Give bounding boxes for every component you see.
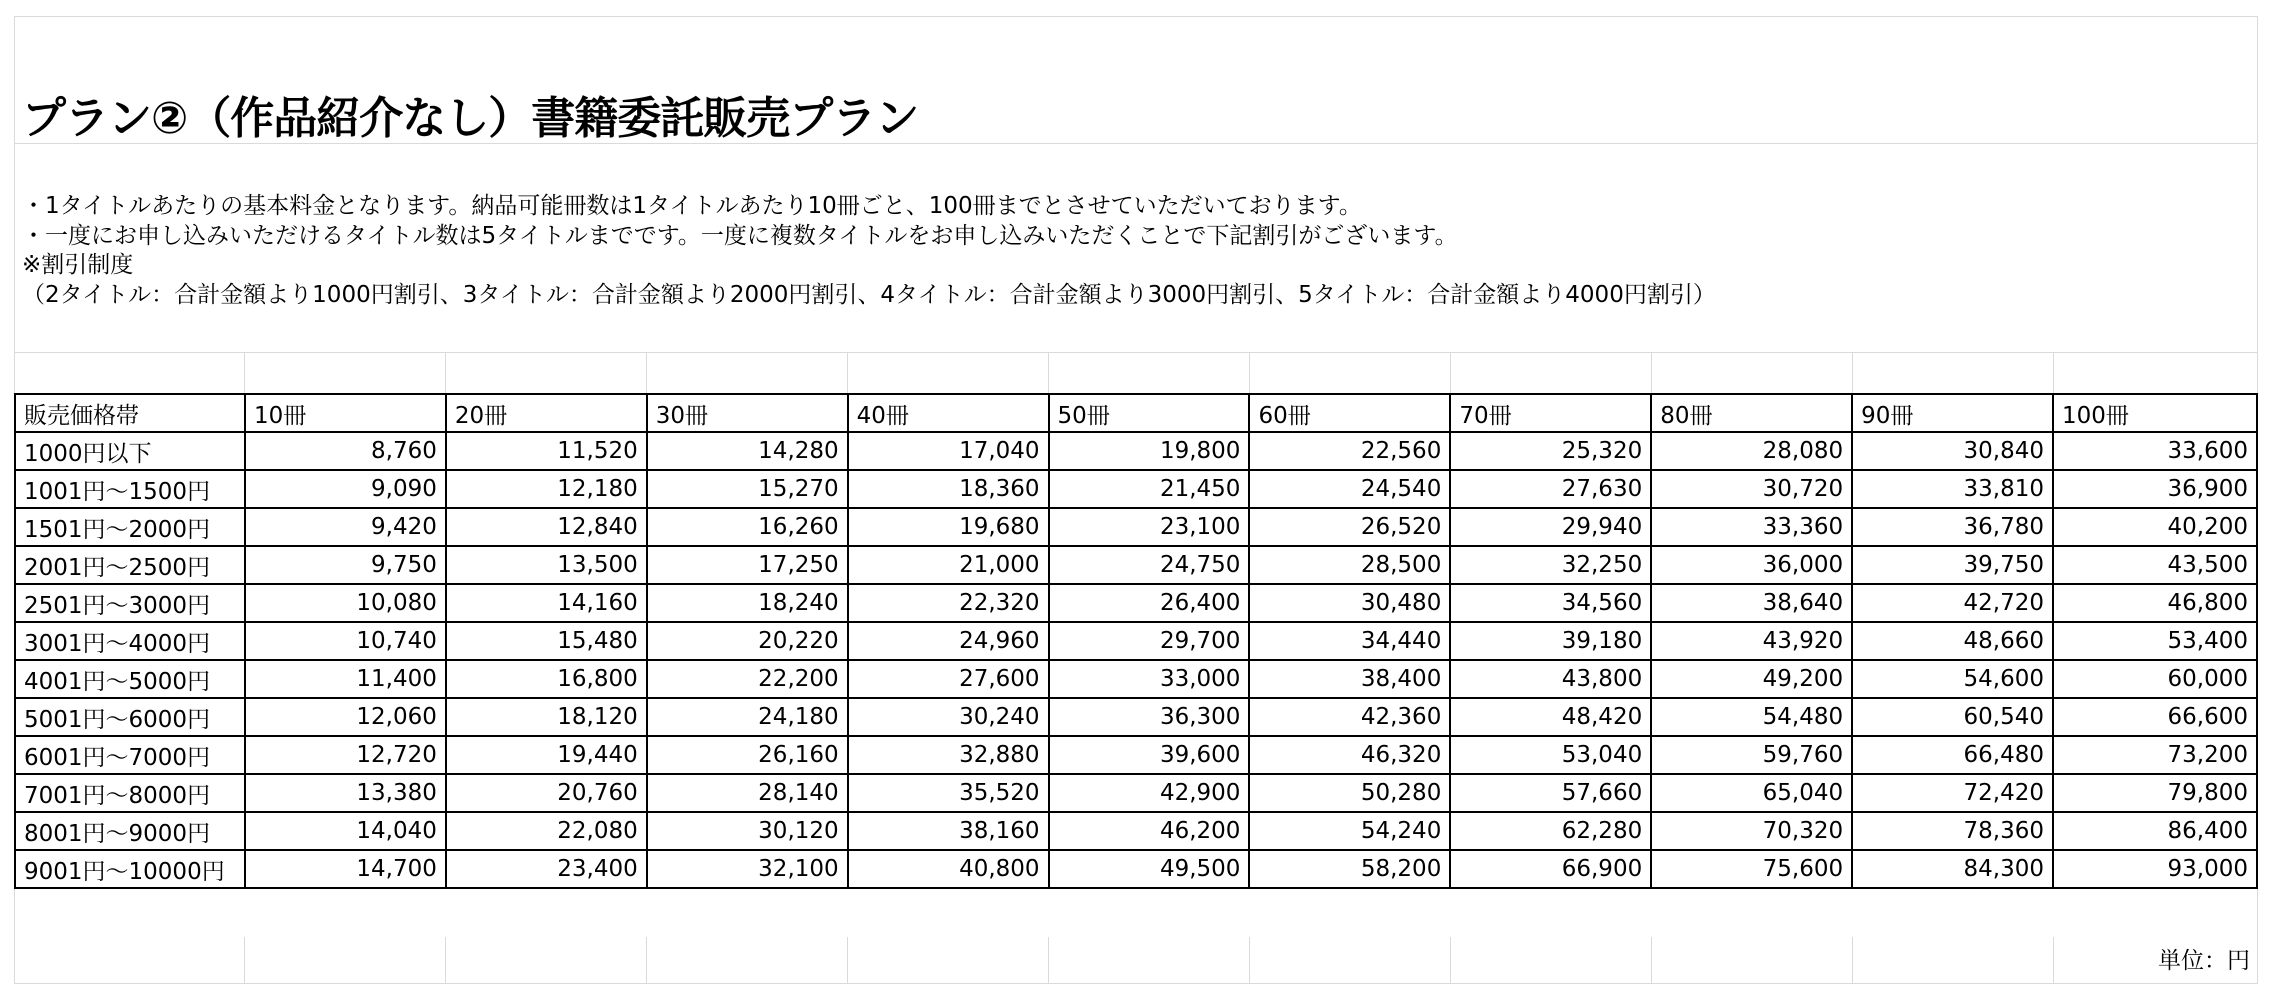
table-row <box>15 584 2257 622</box>
fee-cell[interactable]: 30,240 <box>848 698 1049 736</box>
fee-cell[interactable]: 19,440 <box>446 736 647 774</box>
fee-cell[interactable]: 46,320 <box>1249 736 1450 774</box>
fee-cell[interactable]: 86,400 <box>2053 812 2257 850</box>
fee-cell[interactable]: 27,630 <box>1450 470 1651 508</box>
fee-cell[interactable]: 43,800 <box>1450 660 1651 698</box>
table-row <box>15 546 2257 584</box>
price-band-cell[interactable]: 2001円～2500円 <box>15 546 245 584</box>
fee-cell[interactable]: 26,520 <box>1249 508 1450 546</box>
fee-cell[interactable]: 9,090 <box>245 470 446 508</box>
fee-cell[interactable]: 25,320 <box>1450 432 1651 470</box>
gridline <box>646 937 647 984</box>
fee-cell[interactable]: 40,800 <box>848 850 1049 888</box>
fee-cell[interactable]: 48,420 <box>1450 698 1651 736</box>
fee-cell[interactable]: 9,750 <box>245 546 446 584</box>
fee-cell[interactable]: 35,520 <box>848 774 1049 812</box>
table-header-cell[interactable]: 60冊 <box>1249 394 1450 432</box>
table-header-cell[interactable]: 70冊 <box>1450 394 1651 432</box>
fee-cell[interactable]: 20,220 <box>647 622 848 660</box>
price-band-cell[interactable]: 1000円以下 <box>15 432 245 470</box>
fee-cell[interactable]: 30,840 <box>1852 432 2053 470</box>
table-header-cell[interactable]: 100冊 <box>2053 394 2257 432</box>
fee-cell[interactable]: 36,300 <box>1049 698 1250 736</box>
fee-cell[interactable]: 14,280 <box>647 432 848 470</box>
fee-cell[interactable]: 33,000 <box>1049 660 1250 698</box>
fee-cell[interactable]: 46,200 <box>1049 812 1250 850</box>
fee-cell[interactable]: 23,400 <box>446 850 647 888</box>
fee-cell[interactable]: 43,920 <box>1651 622 1852 660</box>
fee-cell[interactable]: 73,200 <box>2053 736 2257 774</box>
spreadsheet-sheet <box>14 16 2258 984</box>
fee-cell[interactable]: 40,200 <box>2053 508 2257 546</box>
fee-cell[interactable]: 13,380 <box>245 774 446 812</box>
fee-cell[interactable]: 50,280 <box>1249 774 1450 812</box>
fee-cell[interactable]: 32,250 <box>1450 546 1651 584</box>
fee-cell[interactable]: 36,780 <box>1852 508 2053 546</box>
fee-cell[interactable]: 75,600 <box>1651 850 1852 888</box>
fee-cell[interactable]: 49,200 <box>1651 660 1852 698</box>
price-band-cell[interactable]: 7001円～8000円 <box>15 774 245 812</box>
fee-cell[interactable]: 24,960 <box>848 622 1049 660</box>
gridline <box>1852 352 1853 393</box>
fee-cell[interactable]: 24,750 <box>1049 546 1250 584</box>
table-header-cell[interactable]: 80冊 <box>1651 394 1852 432</box>
table-header-cell[interactable]: 20冊 <box>446 394 647 432</box>
fee-cell[interactable]: 20,760 <box>446 774 647 812</box>
fee-cell[interactable]: 33,360 <box>1651 508 1852 546</box>
gridline <box>646 352 647 393</box>
table-row <box>15 812 2257 850</box>
fee-cell[interactable]: 16,800 <box>446 660 647 698</box>
fee-cell[interactable]: 9,420 <box>245 508 446 546</box>
fee-cell[interactable]: 42,900 <box>1049 774 1250 812</box>
fee-cell[interactable]: 39,180 <box>1450 622 1651 660</box>
fee-cell[interactable]: 23,100 <box>1049 508 1250 546</box>
fee-cell[interactable]: 18,360 <box>848 470 1049 508</box>
fee-cell[interactable]: 17,250 <box>647 546 848 584</box>
fee-cell[interactable]: 27,600 <box>848 660 1049 698</box>
fee-cell[interactable]: 24,540 <box>1249 470 1450 508</box>
fee-cell[interactable]: 66,900 <box>1450 850 1651 888</box>
fee-cell[interactable]: 19,800 <box>1049 432 1250 470</box>
table-row <box>15 660 2257 698</box>
fee-cell[interactable]: 33,810 <box>1852 470 2053 508</box>
gridline <box>2053 352 2054 393</box>
fee-cell[interactable]: 38,640 <box>1651 584 1852 622</box>
gridline <box>1450 937 1451 984</box>
fee-cell[interactable]: 22,560 <box>1249 432 1450 470</box>
fee-cell[interactable]: 14,040 <box>245 812 446 850</box>
price-table <box>14 393 2258 889</box>
fee-cell[interactable]: 22,200 <box>647 660 848 698</box>
table-row <box>15 432 2257 470</box>
price-band-cell[interactable]: 8001円～9000円 <box>15 812 245 850</box>
gridline <box>445 352 446 393</box>
fee-cell[interactable]: 36,900 <box>2053 470 2257 508</box>
fee-cell[interactable]: 22,320 <box>848 584 1049 622</box>
price-band-cell[interactable]: 1501円～2000円 <box>15 508 245 546</box>
table-row <box>15 774 2257 812</box>
gridline <box>1249 937 1250 984</box>
note-line: ※割引制度 <box>22 252 134 278</box>
gridline <box>1450 352 1451 393</box>
fee-cell[interactable]: 53,040 <box>1450 736 1651 774</box>
fee-cell[interactable]: 39,750 <box>1852 546 2053 584</box>
gridline <box>847 352 848 393</box>
notes-block <box>22 192 1716 310</box>
fee-cell[interactable]: 57,660 <box>1450 774 1651 812</box>
fee-cell[interactable]: 36,000 <box>1651 546 1852 584</box>
fee-cell[interactable]: 79,800 <box>2053 774 2257 812</box>
fee-cell[interactable]: 28,140 <box>647 774 848 812</box>
gridline <box>1048 352 1049 393</box>
price-band-cell[interactable]: 4001円～5000円 <box>15 660 245 698</box>
fee-cell[interactable]: 42,720 <box>1852 584 2053 622</box>
table-row <box>15 622 2257 660</box>
fee-cell[interactable]: 54,600 <box>1852 660 2053 698</box>
fee-cell[interactable]: 66,600 <box>2053 698 2257 736</box>
page-title: プラン②（作品紹介なし）書籍委託販売プラン <box>22 93 919 144</box>
price-band-cell[interactable]: 9001円～10000円 <box>15 850 245 888</box>
fee-cell[interactable]: 28,080 <box>1651 432 1852 470</box>
fee-cell[interactable]: 43,500 <box>2053 546 2257 584</box>
fee-cell[interactable]: 60,000 <box>2053 660 2257 698</box>
fee-cell[interactable]: 54,240 <box>1249 812 1450 850</box>
gridline <box>1852 937 1853 984</box>
price-band-cell[interactable]: 5001円～6000円 <box>15 698 245 736</box>
fee-cell[interactable]: 18,120 <box>446 698 647 736</box>
note-line: （2タイトル：合計金額より1000円割引、3タイトル：合計金額より2000円割引、4タイトル：合計金額より3000円割引、5タイトル：合計金額より4000円割引） <box>22 281 1716 308</box>
table-row <box>15 470 2257 508</box>
fee-cell[interactable]: 10,080 <box>245 584 446 622</box>
fee-cell[interactable]: 10,740 <box>245 622 446 660</box>
fee-cell[interactable]: 38,400 <box>1249 660 1450 698</box>
gridline <box>14 16 2258 17</box>
fee-cell[interactable]: 34,440 <box>1249 622 1450 660</box>
fee-cell[interactable]: 59,760 <box>1651 736 1852 774</box>
fee-cell[interactable]: 30,480 <box>1249 584 1450 622</box>
table-header-cell[interactable]: 50冊 <box>1049 394 1250 432</box>
fee-cell[interactable]: 12,720 <box>245 736 446 774</box>
table-header-cell[interactable]: 90冊 <box>1852 394 2053 432</box>
fee-cell[interactable]: 17,040 <box>848 432 1049 470</box>
fee-cell[interactable]: 48,660 <box>1852 622 2053 660</box>
table-header-cell[interactable]: 30冊 <box>647 394 848 432</box>
fee-cell[interactable]: 54,480 <box>1651 698 1852 736</box>
fee-cell[interactable]: 15,270 <box>647 470 848 508</box>
table-row <box>15 508 2257 546</box>
fee-cell[interactable]: 29,700 <box>1049 622 1250 660</box>
table-header-cell[interactable]: 40冊 <box>848 394 1049 432</box>
gridline <box>244 937 245 984</box>
fee-cell[interactable]: 21,450 <box>1049 470 1250 508</box>
fee-cell[interactable]: 53,400 <box>2053 622 2257 660</box>
gridline <box>244 352 245 393</box>
table-row <box>15 698 2257 736</box>
fee-cell[interactable]: 15,480 <box>446 622 647 660</box>
price-band-cell[interactable]: 1001円～1500円 <box>15 470 245 508</box>
fee-cell[interactable]: 38,160 <box>848 812 1049 850</box>
fee-cell[interactable]: 66,480 <box>1852 736 2053 774</box>
note-line: ・一度にお申し込みいただけるタイトル数は5タイトルまでです。一度に複数タイトルをお申し込みいただくことで下記割引がございます。 <box>22 222 1458 249</box>
fee-cell[interactable]: 21,000 <box>848 546 1049 584</box>
fee-cell[interactable]: 18,240 <box>647 584 848 622</box>
gridline <box>14 983 2258 984</box>
table-header-cell[interactable]: 販売価格帯 <box>15 394 245 432</box>
fee-cell[interactable]: 84,300 <box>1852 850 2053 888</box>
fee-cell[interactable]: 33,600 <box>2053 432 2257 470</box>
gridline <box>1651 937 1652 984</box>
fee-cell[interactable]: 32,100 <box>647 850 848 888</box>
fee-cell[interactable]: 12,840 <box>446 508 647 546</box>
fee-cell[interactable]: 12,180 <box>446 470 647 508</box>
gridline <box>2053 937 2054 984</box>
fee-cell[interactable]: 29,940 <box>1450 508 1651 546</box>
fee-cell[interactable]: 11,520 <box>446 432 647 470</box>
fee-cell[interactable]: 28,500 <box>1249 546 1450 584</box>
gridline <box>1651 352 1652 393</box>
fee-cell[interactable]: 49,500 <box>1049 850 1250 888</box>
price-band-cell[interactable]: 2501円～3000円 <box>15 584 245 622</box>
fee-cell[interactable]: 12,060 <box>245 698 446 736</box>
table-header-cell[interactable]: 10冊 <box>245 394 446 432</box>
gridline <box>445 937 446 984</box>
fee-cell[interactable]: 30,120 <box>647 812 848 850</box>
fee-cell[interactable]: 8,760 <box>245 432 446 470</box>
fee-cell[interactable]: 14,700 <box>245 850 446 888</box>
price-band-cell[interactable]: 6001円～7000円 <box>15 736 245 774</box>
fee-cell[interactable]: 62,280 <box>1450 812 1651 850</box>
gridline <box>14 352 2258 353</box>
fee-cell[interactable]: 72,420 <box>1852 774 2053 812</box>
fee-cell[interactable]: 26,160 <box>647 736 848 774</box>
fee-cell[interactable]: 65,040 <box>1651 774 1852 812</box>
fee-cell[interactable]: 30,720 <box>1651 470 1852 508</box>
fee-cell[interactable]: 34,560 <box>1450 584 1651 622</box>
fee-cell[interactable]: 16,260 <box>647 508 848 546</box>
fee-cell[interactable]: 60,540 <box>1852 698 2053 736</box>
fee-cell[interactable]: 26,400 <box>1049 584 1250 622</box>
fee-cell[interactable]: 14,160 <box>446 584 647 622</box>
price-band-cell[interactable]: 3001円～4000円 <box>15 622 245 660</box>
fee-cell[interactable]: 32,880 <box>848 736 1049 774</box>
table-row <box>15 736 2257 774</box>
fee-cell[interactable]: 39,600 <box>1049 736 1250 774</box>
fee-cell[interactable]: 42,360 <box>1249 698 1450 736</box>
fee-cell[interactable]: 11,400 <box>245 660 446 698</box>
fee-cell[interactable]: 78,360 <box>1852 812 2053 850</box>
unit-label: 単位：円 <box>2158 948 2250 974</box>
fee-cell[interactable]: 22,080 <box>446 812 647 850</box>
table-header-row <box>15 394 2257 432</box>
fee-cell[interactable]: 93,000 <box>2053 850 2257 888</box>
gridline <box>1048 937 1049 984</box>
fee-cell[interactable]: 19,680 <box>848 508 1049 546</box>
fee-cell[interactable]: 13,500 <box>446 546 647 584</box>
note-line: ・1タイトルあたりの基本料金となります。納品可能冊数は1タイトルあたり10冊ごと、100冊までとさせていただいております。 <box>22 193 1362 219</box>
table-row <box>15 850 2257 888</box>
fee-cell[interactable]: 24,180 <box>647 698 848 736</box>
fee-cell[interactable]: 46,800 <box>2053 584 2257 622</box>
gridline <box>847 937 848 984</box>
gridline <box>1249 352 1250 393</box>
fee-cell[interactable]: 70,320 <box>1651 812 1852 850</box>
fee-cell[interactable]: 58,200 <box>1249 850 1450 888</box>
